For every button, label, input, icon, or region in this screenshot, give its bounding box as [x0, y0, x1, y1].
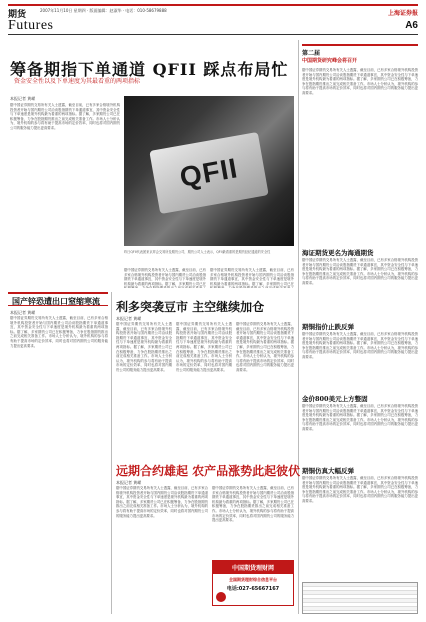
right-box-title: 第二届 [302, 50, 321, 57]
photo-caption: 昨日QFII代表团来京拜会交易所及期货公司，期货公司人士表示，QFII最看重的是期货经纪通道的安全性 [124, 250, 271, 254]
section-english-title: Futures [8, 18, 54, 33]
mid-body-col2: 据中国证券期货交易所有关人士透露，截至目前，已有多家合格境外机构投资者开始与国内期货公司洽谈股指期货下单通道事宜，其中资金安全性与下单速度是境外机构最为看重的两项指标。据了解，多家期货公司已在积极筹备，力争在股指期货推出之前完成相关准备工作。市场人士分析认为，境外机构的参与将有助于提高市场的定价效率，同时也将对国内期货公司的服务能力提出更高要求。 [176, 322, 232, 372]
right-story-2-title: 海证期货更名为海通期货 [302, 249, 374, 257]
mid2-section-title: 远期合约雄起 农产品涨势此起彼伏 [116, 464, 301, 478]
lead-byline: 本报记者 黄嵘 [10, 96, 36, 101]
right-story-3-title: 期铜指价止跌反弹 [302, 323, 354, 331]
ad-title: 中国期货理财网 [213, 561, 293, 574]
right-body-5: 据中国证券期货交易所有关人士透露，截至目前，已有多家合格境外机构投资者开始与国内期货公司洽谈股指期货下单通道事宜，其中资金安全性与下单速度是境外机构最为看重的两项指标。据了解，多家期货公司已在积极筹备，力争在股指期货推出之前完成相关准备工作。市场人士分析认为，境外机构的参与将有助于提高市场的定价效率，同时也将对国内期货公司的服务能力提出更高要求。 [302, 476, 418, 503]
section-label: 期货 [8, 10, 27, 20]
lead-subhead: 资金安全性以及下单速度为其最看重的两项指标 [14, 78, 141, 85]
qfii-sign [149, 132, 268, 214]
mid2-body-col1: 据中国证券期货交易所有关人士透露，截至目前，已有多家合格境外机构投资者开始与国内期货公司洽谈股指期货下单通道事宜，其中资金安全性与下单速度是境外机构最为看重的两项指标。据了解，多家期货公司已在积极筹备，力争在股指期货推出之前完成相关准备工作。市场人士分析认为，境外机构的参与将有助于提高市场的定价效率，同时也将对国内期货公司的服务能力提出更高要求。 [116, 486, 208, 518]
mid-section-byline: 本报记者 黄嵘 [116, 316, 142, 321]
ad-subtitle: 全国期货理财综合信息平台 [229, 577, 277, 582]
left-section-byline: 本报记者 黄嵘 [10, 310, 36, 315]
lead-body-mid-a: 据中国证券期货交易所有关人士透露，截至目前，已有多家合格境外机构投资者开始与国内期货公司洽谈股指期货下单通道事宜，其中资金安全性与下单速度是境外机构最为看重的两项指标。据了解，多家期货公司已在 [124, 268, 206, 286]
masthead-rule [8, 34, 418, 35]
lead-body-mid-b: 据中国证券期货交易所有关人士透露，截至目前，已有多家合格境外机构投资者开始与国内期货公司洽谈股指期货下单通道事宜，其中资金安全性与下单速度是境外机构最为看重的两项指标。据了解，多家期货公司已在 [210, 268, 294, 286]
mid-body-col3: 据中国证券期货交易所有关人士透露，截至目前，已有多家合格境外机构投资者开始与国内期货公司洽谈股指期货下单通道事宜，其中资金安全性与下单速度是境外机构最为看重的两项指标。据了解，多家期货公司已在积极筹备，力争在股指期货推出之前完成相关准备工作。市场人士分析认为，境外机构的参与将有助于提高市场的定价效率，同时也将对国内期货公司的服务能力提出更高要求。 [236, 322, 294, 372]
quotes-table [302, 582, 418, 614]
lead-body-left: 据中国证券期货交易所有关人士透露，截至目前，已有多家合格境外机构投资者开始与国内期货公司洽谈股指期货下单通道事宜，其中资金安全性与下单速度是境外机构最为看重的两项指标。据了解，多家期货公司已在积极筹备，力争在股指期货推出之前完成相关准备工作。市场人士分析认为，境外机构的参与将有助于提高市场的定价效率，同时也将对国内期货公司的服务能力提出更高要求。 [10, 103, 120, 130]
right-story-4-title: 金价800美元上方整固 [302, 395, 368, 403]
column-divider-left [111, 292, 112, 614]
mid-section-title: 利多突袭豆市 主空继续加仓 [116, 300, 265, 314]
paper-name: 上海证券报 [387, 10, 418, 17]
right-box-header [302, 44, 418, 64]
qfii-photo [124, 96, 294, 246]
left-section-header [8, 292, 108, 306]
ad-phone: 电话:027-65667167 [226, 586, 280, 592]
left-section-title: 国产锌恐遭出口窒缩寒流 [12, 296, 100, 306]
top-red-bar [8, 4, 418, 6]
mid2-section-byline: 本报记者 黄嵘 [116, 480, 142, 485]
ad-logo-icon [216, 592, 226, 602]
mid-body-col1: 据中国证券期货交易所有关人士透露，截至目前，已有多家合格境外机构投资者开始与国内期货公司洽谈股指期货下单通道事宜，其中资金安全性与下单速度是境外机构最为看重的两项指标。据了解，多家期货公司已在积极筹备，力争在股指期货推出之前完成相关准备工作。市场人士分析认为，境外机构的参与将有助于提高市场的定价效率，同时也将对国内期货公司的服务能力提出更高要求。 [116, 322, 172, 372]
qfii-sign-text: QFII [177, 152, 241, 193]
right-body-2: 据中国证券期货交易所有关人士透露，截至目前，已有多家合格境外机构投资者开始与国内期货公司洽谈股指期货下单通道事宜，其中资金安全性与下单速度是境外机构最为看重的两项指标。据了解，多家期货公司已在积极筹备，力争在股指期货推出之前完成相关准备工作。市场人士分析认为，境外机构的参与将有助于提高市场的定价效率，同时也将对国内期货公司的服务能力提出更高要求。 [302, 258, 418, 285]
masthead-meta: 2007年11月10日 星期四 · 版面编辑：赵淑华 · 电话：010-58679888 [40, 8, 167, 13]
right-body-3: 据中国证券期货交易所有关人士透露，截至目前，已有多家合格境外机构投资者开始与国内期货公司洽谈股指期货下单通道事宜，其中资金安全性与下单速度是境外机构最为看重的两项指标。据了解，多家期货公司已在积极筹备，力争在股指期货推出之前完成相关准备工作。市场人士分析认为，境外机构的参与将有助于提高市场的定价效率，同时也将对国内期货公司的服务能力提出更高要求。 [302, 332, 418, 359]
mid2-body-col2: 据中国证券期货交易所有关人士透露，截至目前，已有多家合格境外机构投资者开始与国内期货公司洽谈股指期货下单通道事宜，其中资金安全性与下单速度是境外机构最为看重的两项指标。据了解，多家期货公司已在积极筹备，力争在股指期货推出之前完成相关准备工作。市场人士分析认为，境外机构的参与将有助于提高市场的定价效率，同时也将对国内期货公司的服务能力提出更高要求。 [212, 486, 294, 523]
column-divider-right [298, 40, 299, 614]
left-section-body: 据中国证券期货交易所有关人士透露，截至目前，已有多家合格境外机构投资者开始与国内期货公司洽谈股指期货下单通道事宜，其中资金安全性与下单速度是境外机构最为看重的两项指标。据了解，多家期货公司已在积极筹备，力争在股指期货推出之前完成相关准备工作。市场人士分析认为，境外机构的参与将有助于提高市场的定价效率，同时也将对国内期货公司的服务能力提出更高要求。 [10, 316, 108, 348]
table-row [303, 607, 417, 611]
page-number: A6 [405, 20, 418, 31]
right-story-5-title: 期铜仿真大幅反弹 [302, 467, 354, 475]
right-body-4: 据中国证券期货交易所有关人士透露，截至目前，已有多家合格境外机构投资者开始与国内期货公司洽谈股指期货下单通道事宜，其中资金安全性与下单速度是境外机构最为看重的两项指标。据了解，多家期货公司已在积极筹备，力争在股指期货推出之前完成相关准备工作。市场人士分析认为，境外机构的参与将有助于提高市场的定价效率，同时也将对国内期货公司的服务能力提出更高要求。 [302, 404, 418, 431]
right-box-subtitle: 中国期货研究峰会将召开 [302, 58, 358, 64]
lead-headline: 筹备期指下单通道 QFII 踩点布局忙 [10, 60, 289, 79]
right-body-1: 据中国证券期货交易所有关人士透露，截至目前，已有多家合格境外机构投资者开始与国内期货公司洽谈股指期货下单通道事宜，其中资金安全性与下单速度是境外机构最为看重的两项指标。据了解，多家期货公司已在积极筹备，力争在股指期货推出之前完成相关准备工作。市场人士分析认为，境外机构的参与将有助于提高市场的定价效率，同时也将对国内期货公司的服务能力提出更高要求。 [302, 68, 418, 95]
futures-ad[interactable] [212, 560, 294, 606]
